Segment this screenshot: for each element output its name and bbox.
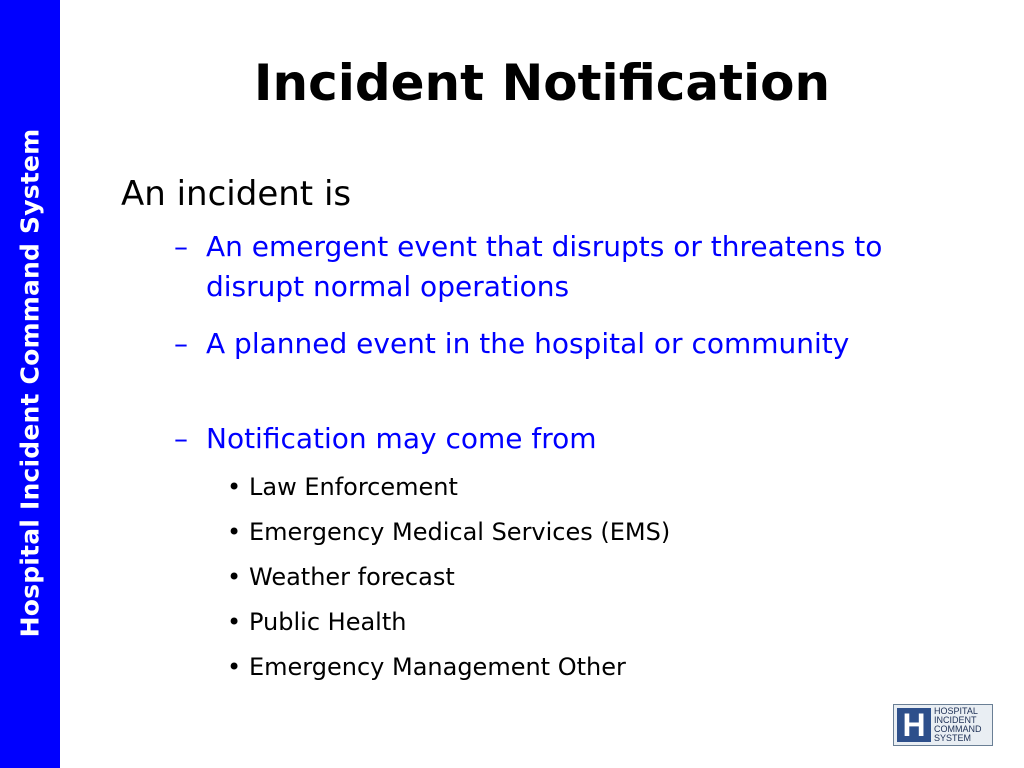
sub-item-text: A planned event in the hospital or community (206, 327, 850, 360)
sub-item (174, 419, 914, 459)
logo-line: HOSPITAL (934, 706, 978, 716)
bullet-marker: • (227, 518, 242, 546)
source-text: Emergency Medical Services (EMS) (249, 518, 671, 546)
source-item (227, 561, 455, 593)
source-text: Emergency Management Other (249, 653, 626, 681)
logo-line: SYSTEM (934, 733, 972, 743)
dash-marker: – (174, 327, 188, 360)
sub-item (174, 324, 914, 364)
sub-item-text: Notification may come from (206, 422, 597, 455)
logo-line: COMMAND (934, 724, 982, 734)
bullet-marker: • (227, 473, 242, 501)
dash-marker: – (174, 422, 188, 455)
slide-title: Incident Notification (253, 54, 831, 112)
dash-marker: – (174, 230, 188, 263)
source-item (227, 606, 406, 638)
logo-letter: H (897, 708, 931, 742)
sidebar-band (0, 0, 60, 768)
source-item (227, 471, 458, 503)
source-item (227, 651, 626, 683)
source-text: Law Enforcement (249, 473, 458, 501)
sub-item-text: An emergent event that disrupts or threatens to disrupt normal operations (206, 230, 883, 303)
hics-logo (893, 704, 993, 746)
logo-wordmark (934, 707, 982, 743)
level1-text: An incident is (121, 174, 352, 214)
source-item (227, 516, 670, 548)
bullet-marker: • (227, 608, 242, 636)
sub-item (174, 227, 914, 307)
bullet-marker: • (227, 563, 242, 591)
bullet-marker: • (227, 653, 242, 681)
sidebar-title: Hospital Incident Command System (15, 128, 45, 638)
source-text: Public Health (249, 608, 407, 636)
logo-line: INCIDENT (934, 715, 977, 725)
source-text: Weather forecast (249, 563, 455, 591)
